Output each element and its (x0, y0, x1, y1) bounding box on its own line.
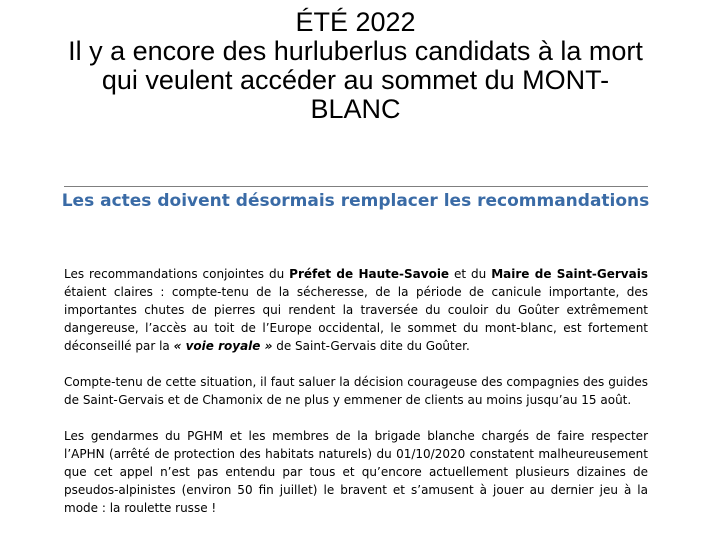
maire-name: Maire de Saint-Gervais (491, 267, 648, 281)
paragraph-2: Compte-tenu de cette situation, il faut saluer la décision courageuse des compagnies des guides de Saint-Gervais et de Chamonix de ne plus y emmener de clients au moins jusqu’au 15 août. (64, 375, 648, 407)
paragraph-3: Les gendarmes du PGHM et les membres de la brigade blanche chargés de faire respecter l’APHN (arrêté de protection des habitats naturels) du 01/10/2020 constatent malheureusement que cet appel n’est pas entendu par tous et qu’encore actuellement plusieurs dizaines de pseudos-alpinistes (environ 50 fin juillet) le bravent et s’amusent à jouer au dernier jeu à la mode : la roulette russe ! (64, 429, 648, 515)
paragraph-1-text-2: et du (449, 267, 492, 281)
document-title (0, 8, 711, 124)
document-subtitle: Les actes doivent désormais remplacer les recommandations (61, 191, 650, 211)
paragraph-1-text-3: étaient claires : compte-tenu de la sécheresse, de la période de canicule importante, des importantes chutes de pierres qui rendent la traversée du couloir du Goûter extrêmement dangereuse, l’accès au toit de l’Europe occidental, le sommet du mont-blanc, est fortement déconseillé par la (64, 285, 648, 353)
title-line-4: BLANC (310, 94, 401, 124)
prefet-name: Préfet de Haute-Savoie (289, 267, 450, 281)
title-line-1: ÉTÉ 2022 (295, 7, 416, 37)
document-body (64, 265, 648, 535)
title-line-3: qui veulent accéder au sommet du MONT- (101, 65, 610, 95)
paragraph-1-text-1: Les recommandations conjointes du (64, 267, 290, 281)
voie-royale: « voie royale » (173, 339, 273, 353)
paragraph-1-text-4: de Saint-Gervais dite du Goûter. (272, 339, 470, 353)
section-divider (64, 186, 648, 187)
paragraph-1 (64, 265, 648, 355)
title-line-2: Il y a encore des hurluberlus candidats à la mort (68, 36, 643, 66)
